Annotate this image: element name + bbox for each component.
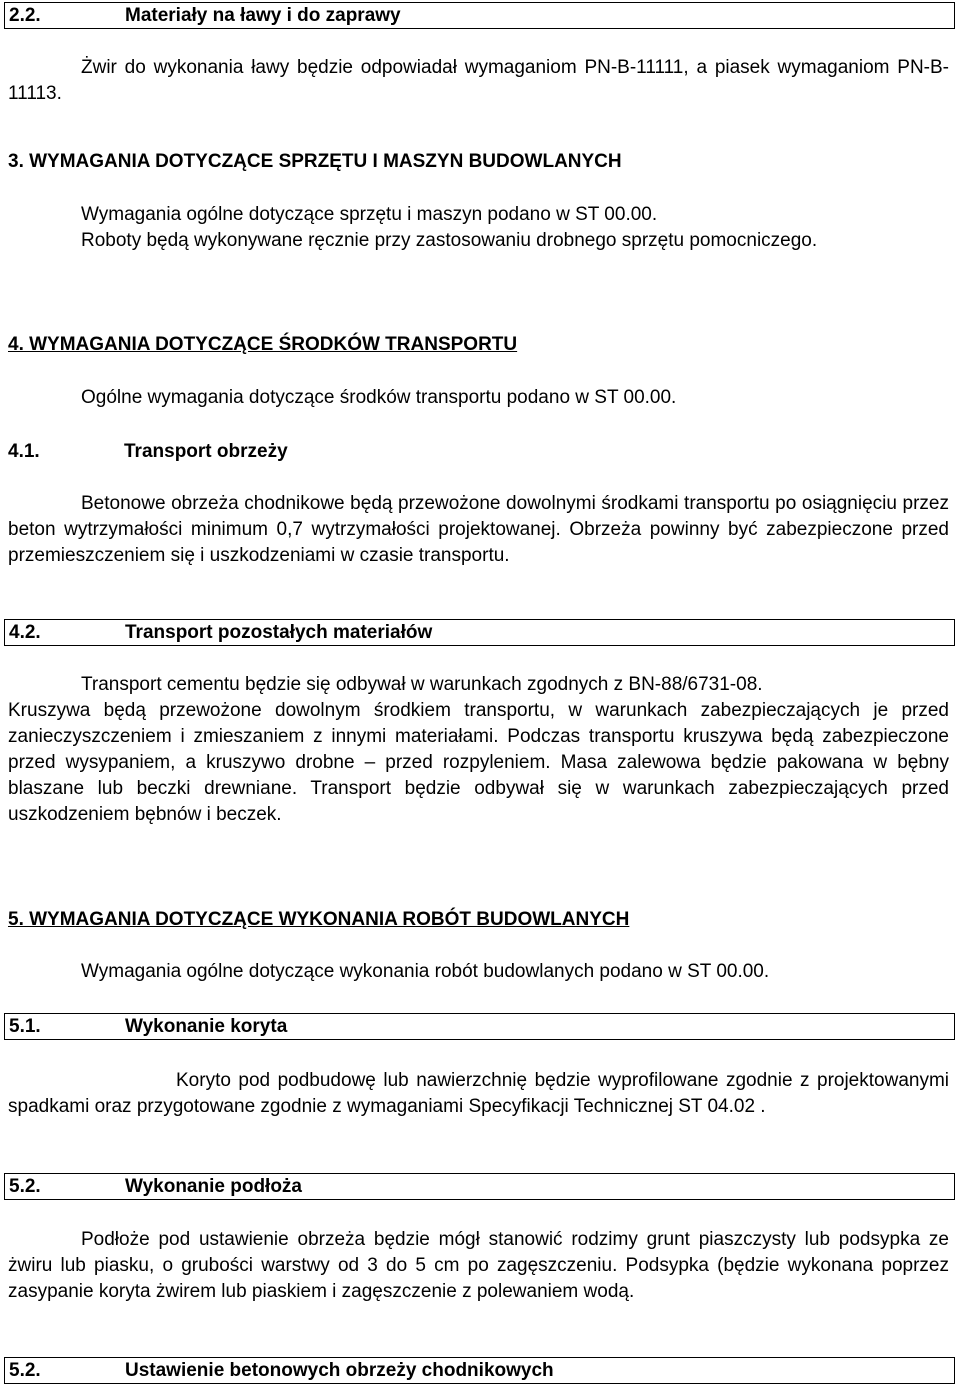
section-4-2-header — [4, 619, 955, 646]
section-5-heading: 5. WYMAGANIA DOTYCZĄCE WYKONANIA ROBÓT BUDOWLANYCH — [8, 909, 630, 930]
section-number: 5.1. — [9, 1016, 41, 1037]
section-5-2-body: Podłoże pod ustawienie obrzeża będzie mógł stanowić rodzimy grunt piaszczysty lub podsypka ze żwiru lub piasku, o grubości warstwy od 3 do 5 cm po zagęszczeniu. Podsypka (będzie wykonana poprzez zasypanie koryta żwirem lub piaskiem i zagęszczenie z polewaniem wodą. — [8, 1229, 949, 1302]
section-4-2-body: Kruszywa będą przewożone dowolnym środkiem transportu, w warunkach zabezpieczających je przed zanieczyszczeniem i zmieszaniem z innymi materiałami. Podczas transportu kruszywa będą zabezpieczone przed wysypaniem, a kruszywo drobne – przed rozpyleniem. Masa zalewowa będzie pakowana w bębny blaszane lub beczki drewniane. Transport będzie odbywał się w warunkach zabezpieczających przed uszkodzeniem bębnów i beczek. — [8, 700, 949, 825]
section-number: 2.2. — [9, 5, 41, 26]
section-5-line: Wymagania ogólne dotyczące wykonania robót budowlanych podano w ST 00.00. — [81, 961, 770, 982]
section-4-2-line: Transport cementu będzie się odbywał w warunkach zgodnych z BN-88/6731-08. — [81, 674, 763, 695]
section-3-body: Roboty będą wykonywane ręcznie przy zastosowaniu drobnego sprzętu pomocniczego. — [81, 230, 818, 251]
section-number: 5.2. — [9, 1360, 41, 1381]
section-title: Wykonanie podłoża — [125, 1176, 303, 1197]
section-5-2-header — [4, 1173, 955, 1200]
section-2-2-header — [4, 2, 955, 29]
section-3-heading: 3. WYMAGANIA DOTYCZĄCE SPRZĘTU I MASZYN BUDOWLANYCH — [8, 151, 622, 172]
section-4-1-body: Betonowe obrzeża chodnikowe będą przewożone dowolnymi środkami transportu po osiągnięciu przez beton wytrzymałości minimum 0,7 wytrzymałości projektowanej. Obrzeża powinny być zabezpieczone przed przemieszczeniem się i uszkodzeniami w czasie transportu. — [8, 493, 949, 566]
section-number: 4.1. — [8, 441, 40, 462]
section-2-2-body: Żwir do wykonania ławy będzie odpowiadał wymaganiom PN-B-11111, a piasek wymaganiom PN-B-11113. — [8, 57, 949, 104]
section-title: Ustawienie betonowych obrzeży chodnikowych — [125, 1360, 554, 1381]
section-5-1-body: Koryto pod podbudowę lub nawierzchnię będzie wyprofilowane zgodnie z projektowanymi spadkami oraz przygotowane zgodnie z wymaganiami Specyfikacji Technicznej ST 04.02 . — [8, 1070, 949, 1117]
section-title: Transport pozostałych materiałów — [125, 622, 433, 643]
section-5-2b-header — [4, 1357, 955, 1384]
section-4-heading: 4. WYMAGANIA DOTYCZĄCE ŚRODKÓW TRANSPORTU — [8, 334, 518, 355]
section-3-line: Wymagania ogólne dotyczące sprzętu i maszyn podano w ST 00.00. — [81, 204, 658, 225]
section-number: 4.2. — [9, 622, 41, 643]
section-4-line: Ogólne wymagania dotyczące środków transportu podano w ST 00.00. — [81, 387, 677, 408]
section-number: 5.2. — [9, 1176, 41, 1197]
section-5-1-header — [4, 1013, 955, 1040]
section-title: Wykonanie koryta — [125, 1016, 288, 1037]
section-title: Materiały na ławy i do zaprawy — [125, 5, 401, 26]
section-title: Transport obrzeży — [124, 441, 288, 462]
